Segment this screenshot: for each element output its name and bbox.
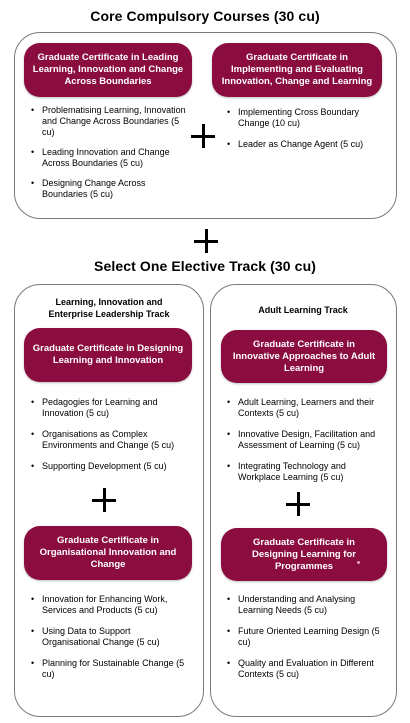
list-item: • Leader as Change Agent (5 cu) [226,139,386,150]
elective-heading: Select One Elective Track (30 cu) [94,258,316,274]
list-item: • Adult Learning, Learners and their Contexts (5 cu) [226,397,386,419]
left-track-cert1-list [30,397,190,472]
left-track-cert1-label: Graduate Certificate in Designing Learning and Innovation [32,343,184,366]
list-item: • Pedagogies for Learning and Innovation (5 cu) [30,397,190,419]
core-right-cert [212,43,382,97]
list-item: • Understanding and Analysing Learning Needs (5 cu) [226,594,386,616]
left-track-cert2 [24,526,192,580]
core-left-list [30,105,190,200]
list-item: • Organisations as Complex Environments and Change (5 cu) [30,429,190,451]
list-item: • Future Oriented Learning Design (5 cu) [226,626,386,648]
right-track-cert1-list [226,397,386,483]
core-right-list [226,107,386,150]
plus-icon [286,492,310,516]
right-track-cert2-list [226,594,386,680]
marker-dot-icon [357,561,360,564]
plus-icon [191,124,215,148]
plus-icon [92,488,116,512]
left-track-cert2-label: Graduate Certificate in Organisational Innovation and Change [39,535,177,570]
core-heading: Core Compulsory Courses (30 cu) [90,8,320,24]
right-track-cert2 [221,528,387,581]
core-left-cert [24,43,192,97]
list-item: • Designing Change Across Boundaries (5 cu) [30,178,190,200]
left-track-title: Learning, Innovation and Enterprise Leadership Track [48,297,170,319]
list-item: • Innovation for Enhancing Work, Services and Products (5 cu) [30,594,190,616]
right-track-cert1-label: Graduate Certificate in Innovative Approaches to Adult Learning [232,338,376,374]
right-track-title: Adult Learning Track [258,305,348,315]
list-item: • Leading Innovation and Change Across Boundaries (5 cu) [30,147,190,169]
plus-icon [194,229,218,253]
list-item: • Problematising Learning, Innovation and Change Across Boundaries (5 cu) [30,105,190,138]
right-track-cert2-label: Graduate Certificate in Designing Learning for Programmes [252,536,356,572]
left-track-cert2-list [30,594,190,680]
list-item: • Integrating Technology and Workplace Learning (5 cu) [226,461,386,483]
left-track-cert1 [24,328,192,382]
right-track-cert1 [221,330,387,383]
list-item: • Implementing Cross Boundary Change (10 cu) [226,107,386,129]
list-item: • Quality and Evaluation in Different Contexts (5 cu) [226,658,386,680]
list-item: • Supporting Development (5 cu) [30,461,190,472]
list-item: • Using Data to Support Organisational Change (5 cu) [30,626,190,648]
list-item: • Planning for Sustainable Change (5 cu) [30,658,190,680]
list-item: • Innovative Design, Facilitation and Assessment of Learning (5 cu) [226,429,386,451]
core-left-cert-label: Graduate Certificate in Leading Learning, Innovation and Change Across Boundaries [32,52,184,87]
core-right-cert-label: Graduate Certificate in Implementing and Evaluating Innovation, Change and Learning [221,52,373,87]
